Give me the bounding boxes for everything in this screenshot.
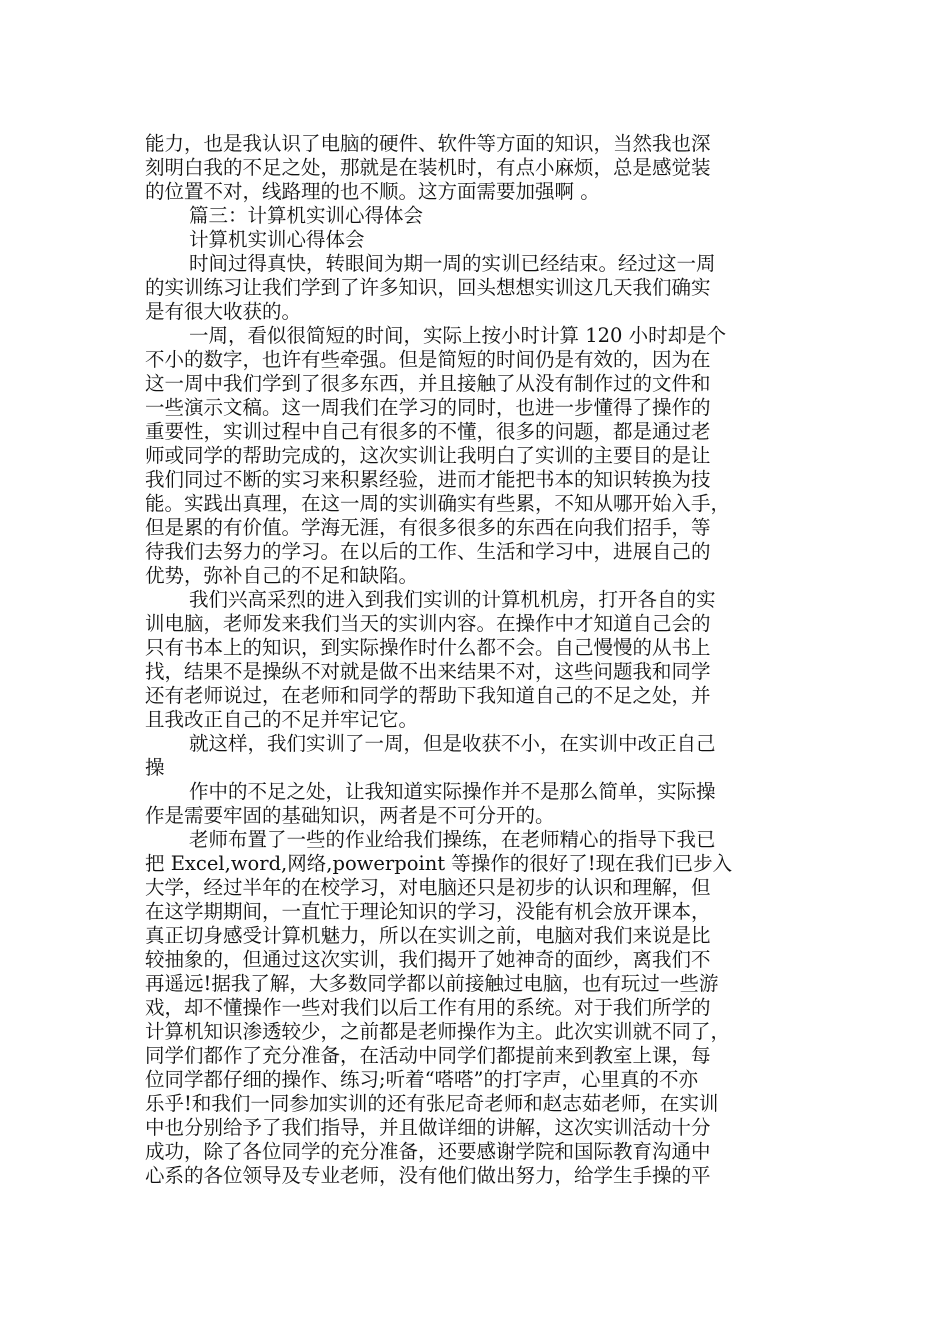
text-line: 师或同学的帮助完成的，这次实训让我明白了实训的主要目的是让 (145, 444, 711, 467)
text-line: 再遥远!据我了解，大多数同学都以前接触过电脑，也有玩过一些游 (145, 972, 719, 995)
text-line: 篇三：计算机实训心得体会 (189, 204, 424, 227)
text-line: 我们兴高采烈的进入到我们实训的计算机机房，打开各自的实 (189, 588, 716, 611)
text-line: 能力，也是我认识了电脑的硬件、软件等方面的知识，当然我也深 (145, 132, 711, 155)
text-line: 老师布置了一些的作业给我们操练，在老师精心的指导下我已 (189, 828, 716, 851)
text-line: 作是需要牢固的基础知识，两者是不可分开的。 (145, 804, 555, 827)
document-body (145, 132, 825, 1188)
text-line: 时间过得真快，转眼间为期一周的实训已经结束。经过这一周 (189, 252, 716, 275)
text-line: 的位置不对，线路理的也不顺。这方面需要加强啊 。 (145, 180, 600, 203)
text-line: 心系的各位领导及专业老师，没有他们做出努力，给学生手操的平 (145, 1164, 711, 1187)
text-line: 就这样，我们实训了一周，但是收获不小，在实训中改正自己 (189, 732, 716, 755)
text-line: 能。实践出真理，在这一周的实训确实有些累，不知从哪开始入手， (145, 492, 731, 515)
text-line: 刻明白我的不足之处，那就是在装机时，有点小麻烦，总是感觉装 (145, 156, 711, 179)
text-line: 乐乎!和我们一同参加实训的还有张尼奇老师和赵志茹老师，在实训 (145, 1092, 719, 1115)
text-line: 还有老师说过，在老师和同学的帮助下我知道自己的不足之处，并 (145, 684, 711, 707)
text-line: 只有书本上的知识，到实际操作时什么都不会。自己慢慢的从书上 (145, 636, 711, 659)
text-line: 戏，却不懂操作一些对我们以后工作有用的系统。对于我们所学的 (145, 996, 711, 1019)
text-line: 真正切身感受计算机魅力，所以在实训之前，电脑对我们来说是比 (145, 924, 711, 947)
text-line: 训电脑，老师发来我们当天的实训内容。在操作中才知道自己会的 (145, 612, 711, 635)
text-line: 大学，经过半年的在校学习，对电脑还只是初步的认识和理解，但 (145, 876, 711, 899)
text-line: 较抽象的，但通过这次实训，我们揭开了她神奇的面纱，离我们不 (145, 948, 711, 971)
text-line: 且我改正自己的不足并牢记它。 (145, 708, 419, 731)
text-line: 是有很大收获的。 (145, 300, 302, 323)
text-line: 但是累的有价值。学海无涯，有很多很多的东西在向我们招手，等 (145, 516, 711, 539)
text-line: 重要性，实训过程中自己有很多的不懂，很多的问题，都是通过老 (145, 420, 711, 443)
text-line: 一周，看似很简短的时间，实际上按小时计算 120 小时却是个 (189, 324, 727, 347)
text-line: 同学们都作了充分准备，在活动中同学们都提前来到教室上课，每 (145, 1044, 711, 1067)
text-line: 在这学期期间，一直忙于理论知识的学习，没能有机会放开课本， (145, 900, 711, 923)
text-line: 不小的数字，也许有些牵强。但是简短的时间仍是有效的，因为在 (145, 348, 711, 371)
text-line: 作中的不足之处，让我知道实际操作并不是那么简单，实际操 (189, 780, 716, 803)
text-line: 待我们去努力的学习。在以后的工作、生活和学习中，进展自己的 (145, 540, 711, 563)
text-line: 优势，弥补自己的不足和缺陷。 (145, 564, 419, 587)
text-line: 的实训练习让我们学到了许多知识，回头想想实训这几天我们确实 (145, 276, 711, 299)
text-line: 找，结果不是操纵不对就是做不出来结果不对，这些问题我和同学 (145, 660, 711, 683)
text-line: 位同学都仔细的操作、练习;听着“嗒嗒”的打字声，心里真的不亦 (145, 1068, 699, 1091)
text-line: 我们同过不断的实习来积累经验，进而才能把书本的知识转换为技 (145, 468, 711, 491)
text-line: 计算机知识渗透较少，之前都是老师操作为主。此次实训就不同了， (145, 1020, 731, 1043)
text-line: 计算机实训心得体会 (189, 228, 365, 251)
text-line: 把 Excel,word,网络,powerpoint 等操作的很好了!现在我们已步入 (145, 852, 733, 875)
text-line: 中也分别给予了我们指导，并且做详细的讲解，这次实训活动十分 (145, 1116, 711, 1139)
text-line: 操 (145, 756, 165, 779)
text-line: 成功，除了各位同学的充分准备，还要感谢学院和国际教育沟通中 (145, 1140, 711, 1163)
text-line: 这一周中我们学到了很多东西，并且接触了从没有制作过的文件和 (145, 372, 711, 395)
text-line: 一些演示文稿。这一周我们在学习的同时，也进一步懂得了操作的 (145, 396, 711, 419)
